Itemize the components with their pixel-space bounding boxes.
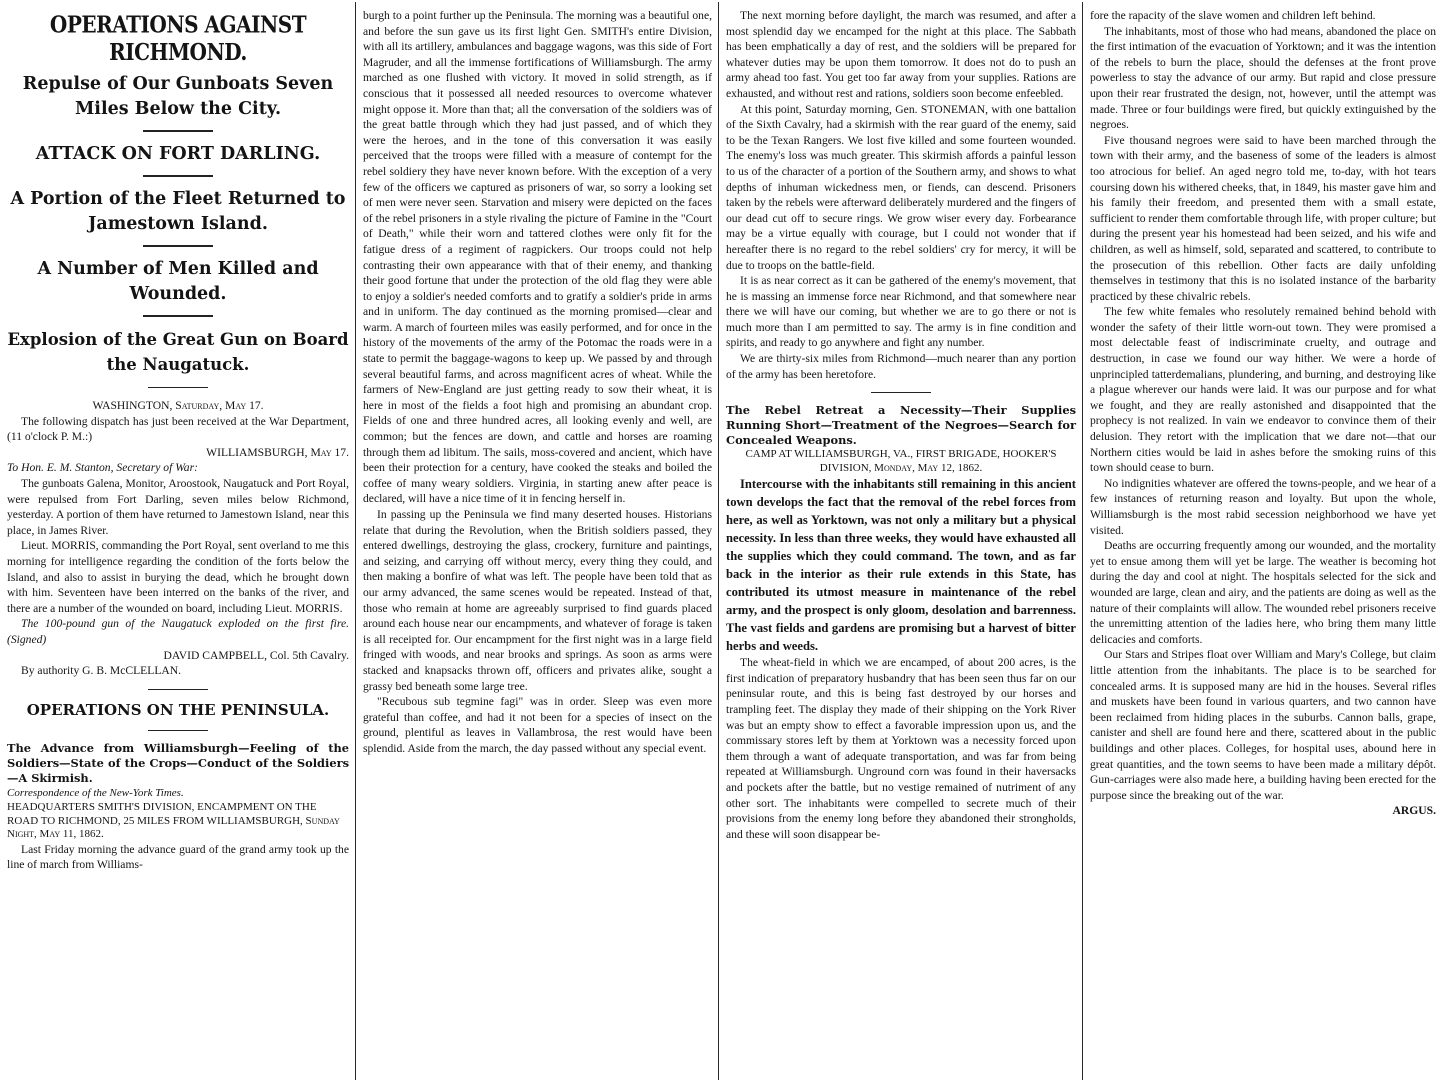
article-paragraph: Last Friday morning the advance guard of the grand army took up the line of march from Williams- <box>7 842 349 872</box>
section-divider <box>871 392 931 393</box>
article-paragraph: burgh to a point further up the Peninsula. The morning was a beautiful one, and before the sun gave us its first light Gen. SMITH's entire Division, with all its artillery, ambulances and baggage wagons, was this side of Fort Magruder, and all the immense fortifications of Williamsburgh. The army marched as one flushed with victory. It moved in solid strength, as if conscious that it possessed all needed resources to overcome whatever might oppose it. More than that; all the conversation of the soldiers was of the great battle through which they had just passed, and of which they were the heroes, and in the tone of this conversation it was easily perceived that the troops were filled with a measure of contempt for the rebel soldiery they have never known before. With the exception of a very few of the officers we captured as prisoners of war, so sorry a looking set of men were never seen. Starvation and misery were depicted on the faces of the rebel prisoners in a style rivaling the picture of Famine in the "Court of Death," while their worn and tattered clothes were only fit for the fatigue dress of a regiment of ragpickers. Our troops could not help contrasting their own appearance with that of their enemy, and thanking their good fortune that under the protection of the old flag they were able to enjoy a soldier's needed comforts and to gratify a soldier's pride in arms and in uniform. The day continued as the morning promised—clear and warm. A march of fourteen miles was easily performed, and for once in the history of the movements of the army of the Potomac the roads were in a state to permit the baggage-wagons to keep up. We passed by and through several beautiful farms, and across magnificent acres of wheat. While the farmers of New-England are just getting ready to sow their wheat, it is here in most of the fields a foot high and promising an abundant crop. Fields of one and three hundred acres, all looking evenly and well, are common; but the fences are down, and cattle and horses are roaming through them ad libitum. The sails, moss-covered and ancient, which have been their protection for a century, have cooked the steaks and boiled the coffee of many weary soldiers. Virginia, in starting anew after peace is declared, will have a nice time of it in fencing herself in. <box>363 9 712 506</box>
subheadline-fleet: A Portion of the Fleet Returned to Jamestown Island. <box>10 189 346 234</box>
correspondence-credit: Correspondence of the New-York Times. <box>7 786 184 799</box>
column-4 <box>1083 2 1442 1080</box>
column-1 <box>0 2 356 1080</box>
article-paragraph: The wheat-field in which we are encamped, of about 200 acres, is the first indication of preparatory husbandry that has been seen thus far on our peninsular route, and this is being fast destroyed by our horses and trampling feet. The display they made of their shipping on the York River was but an empty show to effect a favorable impression upon us, and the commissary stores left by them at Yorktown was a necessity forced upon them through a want of adequate transportation, and was far from being repeated at Williamsburgh. Unground corn was found in their haversacks and pockets after the battle, but no vestige remained of nutriment of any other sort. The inhabitants were compelled to secrete much of their provisions from the enemy long before they abandoned their strongholds, and these will soon disappear be- <box>726 656 1076 841</box>
headquarters-dateline: HEADQUARTERS SMITH'S DIVISION, ENCAMPMENT ON THE ROAD TO RICHMOND, 25 MILES FROM WILLIAMSBURGH, Sunday Night, May 11, 1862. <box>7 801 340 841</box>
headline-divider <box>143 315 213 317</box>
camp-dateline: CAMP AT WILLIAMSBURGH, VA., FIRST BRIGADE, HOOKER'S DIVISION, Monday, May 12, 1862. <box>745 448 1057 474</box>
article-paragraph: It is as near correct as it can be gathered of the enemy's movement, that he is massing an immense force near Richmond, and that somewhere near there we will have our coming, but whether we are to go there or not is much more than I am permitted to say. The army is in fine condition and spirits, and ready to go anywhere and fight any number. <box>726 274 1076 350</box>
article-paragraph: The 100-pound gun of the Naugatuck exploded on the first fire. (Signed) <box>7 617 349 646</box>
author-signature: ARGUS. <box>1392 804 1436 818</box>
article-paragraph: fore the rapacity of the slave women and children left behind. <box>1090 9 1376 22</box>
article-paragraph: Five thousand negroes were said to have been marched through the town with their army, and the baseness of some of the leaders is almost too atrocious for belief. An aged negro told me, to-day, with hot tears coursing down his withered cheeks, that, in 1849, his master gave him and his family their freedom, and presented them with a small estate, sufficient to render them comfortable through life, with proper culture; but during the present year his homestead had been seized, and his wife and children, as well as himself, sold, separated and scattered, to contribute to the prosecution of this rebellion. Other facts are daily unfolding themselves in testimony that this is no isolated instance of the barbarity practiced by these chivalric rebels. <box>1090 133 1436 303</box>
subheadline-explosion: Explosion of the Great Gun on Board the Naugatuck. <box>7 330 349 374</box>
section-divider <box>148 689 208 690</box>
section-subheadline: The Advance from Williamsburgh—Feeling of the Soldiers—State of the Crops—Conduct of the Soldiers—A Skirmish. <box>7 740 349 785</box>
article-paragraph: Intercourse with the inhabitants still remaining in this ancient town develops the fact that the removal of the rebel forces from here, as well as Yorktown, was not only a military but a physical necessity. In less than three weeks, they would have exhausted all the supplies which they could command. The town, and as far back in the interior as their rule extends in this State, has contributed its utmost measure in maintenance of the rebel army, and the prospect is only gloom, desolation and barrenness. The vast fields and gardens are promising but a harvest of bitter herbs and weeds. <box>726 477 1076 654</box>
article-paragraph: Lieut. MORRIS, commanding the Port Royal, sent overland to me this morning for intelligence regarding the condition of the forts below the Island, and also to assist in burying the dead, which he brought down with him. Seventeen have been interred on the banks of the river, and there are a number of the wounded on board, including Lieut. MORRIS. <box>7 539 349 615</box>
article-paragraph: Our Stars and Stripes float over William and Mary's College, but claim little attention from the inhabitants. The place is to be searched for concealed arms. It is supposed many are hid in the houses. Several rifles and muskets have been found in various quarters, and two cannon have been reclaimed from hiding places in the suburbs. Cannon balls, grape, canister and shell are found here and there, scattered about in the public buildings and other places. Colleges, for hospital uses, abound here in great quantities, and the town seems to have been made a military dépôt. Gun-carriages were also made here, a building having been erected for the purpose since the breaking out of the war. <box>1090 648 1436 802</box>
headline-divider <box>143 130 213 132</box>
salutation: To Hon. E. M. Stanton, Secretary of War: <box>7 461 198 475</box>
article-paragraph: In passing up the Peninsula we find many deserted houses. Historians relate that during the Revolution, when the British soldiers passed, they entered dwellings, destroying the glass, crockery, furniture and paintings, and seizing, and carrying off without mercy, every thing they could, and then making a bonfire of what was left. The people have been told that as our army advanced, the same scenes would be repeated. Instead of that, those who remain at home are agreeably surprised to find guards placed around each house near our encampments, and whatever of forage is taken is all receipted for. Our encampment for the first night was in a large field fringed with woods, and near brooks and springs. As soon as arms were stacked and knapsacks thrown off, officers and privates alike, sought a grassy bed beneath some large tree. <box>363 508 712 693</box>
main-headline: OPERATIONS AGAINST RICHMOND. <box>49 10 307 66</box>
signature-campbell: DAVID CAMPBELL, Col. 5th Cavalry. <box>163 648 349 662</box>
section-divider <box>148 730 208 731</box>
section-subheadline-retreat: The Rebel Retreat a Necessity—Their Supplies Running Short—Treatment of the Negroes—Search for Concealed Weapons. <box>726 403 1076 448</box>
section-divider <box>148 387 208 388</box>
article-paragraph: No indignities whatever are offered the towns-people, and we hear of a few instances of returning reason and loyalty. But upon the whole, Williamsburgh is the most rabid secession neighborhood we have yet visited. <box>1090 476 1436 537</box>
article-paragraph: The following dispatch has just been received at the War Department, (11 o'clock P. M.:) <box>7 414 349 444</box>
article-paragraph: The next morning before daylight, the march was resumed, and after a most splendid day we encamped for the night at this place. The Sabbath has been emphatically a day of rest, and the soldiers will be prepared for whatever duties may be upon them tomorrow. It does not do to push an army ahead too fast. You get too far away from your supplies. Rations are exhausted, and without rest and rations, soldiers soon become enfeebled. <box>726 9 1076 100</box>
authority-line: By authority G. B. McCLELLAN. <box>21 664 182 678</box>
section-headline-peninsula: OPERATIONS ON THE PENINSULA. <box>26 700 330 719</box>
article-paragraph: The inhabitants, most of those who had means, abandoned the place on the first intimation of the evacuation of Yorktown; and it was the intention of the rebels to burn the place, should the defenses at the front prove powerless to stay the advance of our army. But rapid and close pressure upon their rear frustrated the design, not, however, until the attempt was made. Three or four buildings were fired, but quickly extinguished by the negroes. <box>1090 24 1436 132</box>
article-paragraph: The gunboats Galena, Monitor, Aroostook, Naugatuck and Port Royal, were repulsed from Fort Darling, seven miles below Richmond, yesterday. A portion of them have returned to Jamestown Island, near this place, in James River. <box>7 476 349 537</box>
headline-divider <box>143 175 213 177</box>
article-paragraph: "Recubous sub tegmine fagi" was in order. Sleep was even more grateful than coffee, and had it not been for a species of insect on the ground, plentiful as leaves in Vallambrosa, the rest would have been splendid. Aside from the march, the day passed without any special event. <box>363 695 712 755</box>
dateline-washington: WASHINGTON, Saturday, May 17. <box>92 399 264 412</box>
article-paragraph: Deaths are occurring frequently among our wounded, and the mortality yet to ensue among them will yet be large. The weather is becoming hot during the day and cool at night. The hospitals selected for the sick and wounded are large, clean and airy, and the patients are doing as well as the nature of their complaints will allow. The wounded rebel prisoners receive the unremitting attention of the ladies here, who bring them many little delicacies and comforts. <box>1090 539 1436 646</box>
headline-divider <box>143 245 213 247</box>
article-paragraph: We are thirty-six miles from Richmond—much nearer than any portion of the army has been heretofore. <box>726 352 1076 381</box>
subheadline-repulse: Repulse of Our Gunboats Seven Miles Below the City. <box>22 74 334 119</box>
article-paragraph: The few white females who resolutely remained behind behold with wonder the safety of their little worn-out town. They were promised a most delectable feast of indiscriminate cruelty, and outrage and destruction, in case we found our way hither. We were a horde of unprincipled tatterdemalians, plundering, and burning, and destroying like a plague wherever our hands were laid. It was our purpose and for what we fought, and they are really astonished and disappointed that the prophecy is not realized. In vain we endeavor to convince them of their delusion. They retort with the implication that we dare not—that our Northern cities would be laid in ashes before the smoking ruins of this town should cease to burn. <box>1090 305 1436 475</box>
column-3 <box>719 2 1083 1080</box>
column-2 <box>356 2 719 1080</box>
subheadline-casualties: A Number of Men Killed and Wounded. <box>37 259 319 304</box>
dateline-williamsburgh: WILLIAMSBURGH, May 17. <box>206 445 349 459</box>
article-paragraph: At this point, Saturday morning, Gen. STONEMAN, with one battalion of the Sixth Cavalry, had a skirmish with the rear guard of the enemy, said to be the Texan Rangers. We lost five killed and some fourteen wounded. The enemy's loss was much greater. This skirmish affords a painful lesson to us of the character of a portion of the Southern army, and shows to what depths of inhuman wickedness men, or fiends, can descend. Prisoners taken by the rebels were afterward deliberately murdered and the fingers of our dead cut off to secure rings. We grow wiser every day. Forbearance may be a virtue equally with courage, but I could not wonder that if hereafter there is no regard to the rebel soldiers' cry for mercy, it will be due to troops on the battle-field. <box>726 102 1076 272</box>
subheadline-fort-darling: ATTACK ON FORT DARLING. <box>35 144 321 164</box>
